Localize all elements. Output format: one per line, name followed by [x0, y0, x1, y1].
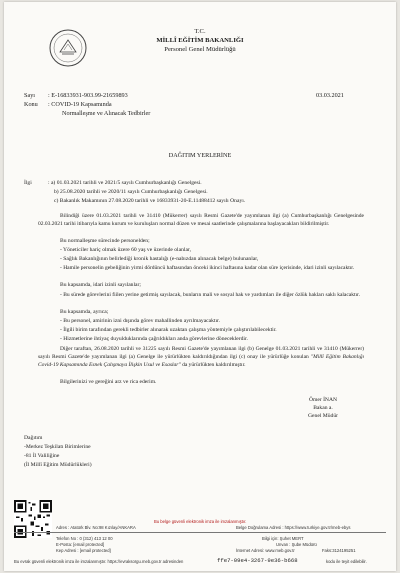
dagitim-line-2: -81 İl Valiliğine [24, 453, 60, 459]
konu-value: : COVID-19 Kapsamında [48, 101, 112, 108]
bullet-4: - Bu sürede görevlerini fiilen yerine getirmiş sayılacak, bunların mali ve sosyal hak ve yardımları ile diğer özlük hakları saklı kalacaktır. [60, 292, 360, 298]
ilgi-label: İlgi [24, 180, 32, 186]
body-paragraph-2: Bu normalleşme sürecinde personelden; [60, 238, 150, 244]
ilgi-c: c) Bakanlık Makamının 27.08.2020 tarihli ve 16833931-20-E.11488412 sayılı Onayı. [54, 198, 246, 204]
footer-kep[interactable]: Kep Adresi : [email protected] [56, 548, 111, 553]
document-date: 03.03.2021 [316, 92, 344, 99]
signature-name: Ömer İNAN [308, 397, 338, 403]
body-paragraph-4: Bu kapsamda, ayrıca; [60, 309, 109, 315]
bullet-7: - Hizmetlerine ihtiyaç duyulduklarında çağrıldıkları anda görevlerine döneceklerdir. [60, 336, 248, 342]
footer-divider [14, 532, 386, 533]
bullet-6: - İlgili birim tarafından gerekli tedbirler alınarak uzaktan çalışma yöntemiyle çalıştırılabilecektir. [60, 327, 277, 333]
body-paragraph-3: Bu kapsamda, idari izinli sayılanlar; [60, 282, 141, 288]
footer-info: Bilgi için: Şuhet MERT [262, 536, 304, 541]
dagitim-label: Dağıtım [24, 435, 43, 441]
ilgi-b: b) 25.08.2020 tarihli ve 2020/11 sayılı Cumhurbaşkanlığı Genelgesi. [54, 189, 208, 195]
bullet-5: - Bu personel, amirinin izni dışında görev mahallinden ayrılmayacaktır. [60, 318, 220, 324]
signature-title-2: Genel Müdür [308, 413, 338, 419]
distribution-heading: DAĞITIM YERLERİNE [168, 152, 232, 159]
signature-title-1: Bakan a. [313, 405, 333, 411]
ilgi-a: : a) 01.03.2021 tarihli ve 2021/5 sayılı Cumhurbaşkanlığı Genelgesi. [48, 180, 202, 186]
paragraph-5-quoted-title: "Millî Eğitim Bakanlığı Covid-19 Kapsamında Esnek Çalışmaya İlişkin Usul ve Esaslar" [38, 354, 365, 369]
footer-phone: Telefon No : 0 (312) 413 12 00 [56, 536, 113, 541]
body-paragraph-1: Bilindiği üzere 01.03.2021 tarihli ve 31410 (Mükerrer) sayılı Resmi Gazete'de yayımlanan ilgi (a) Cumhurbaşkanlığı Genelgesinde 02.03.2021 tarihi itibarıyla kamu kurum ve kuruluşları normal düzen ve mesai saatlerinde çalışmalarına başlayacakları bildirilmiştir. [38, 213, 364, 228]
bullet-2: - Sağlık Bakanlığının belirlediği kronik hastalığı (e-nabızdan alınacak belge) bulunanlar, [60, 256, 259, 262]
sayi-value: : E-16833931-903.99-21659893 [48, 92, 128, 99]
verification-code: ffe7-09e4-3267-9e36-b668 [217, 557, 298, 564]
footer-web[interactable]: İnternet Adresi: www.meb.gov.tr [236, 548, 295, 553]
konu-label: Konu [24, 101, 38, 108]
header-tc: T.C. [194, 28, 206, 35]
footer-faks: Faks:3124195251 [322, 548, 356, 553]
konu-value-2: Normalleşme ve Alınacak Tedbirler [62, 110, 151, 117]
bullet-1: - Yöneticiler hariç olmak üzere 60 yaş ve üzerinde olanlar, [60, 247, 191, 253]
header-ministry: MİLLÎ EĞİTİM BAKANLIĞI [156, 37, 244, 44]
bottom-verify-note-2: kodu ile teyit edilebilir. [326, 559, 367, 564]
dagitim-line-1: -Merkez Teşkilatı Birimlerine [24, 444, 91, 450]
paragraph-5-text-c: da yürürlükten kaldırılmıştır. [180, 362, 246, 369]
footer-unvan: Unvan : Şube Müdürü [276, 542, 317, 547]
paragraph-5-text-a: Diğer taraftan, 26.08.2020 tarihli ve 31225 sayılı Resmi Gazete'de yayımlanan ilgi (b) Genelge 01.03.2021 tarihli ve 31410 (Mükerrer) sayılı Resmi Gazete'de yayımlanan ilgi (a) Genelge ile yürürlükten kaldırıldığından ilgi (c) onay ile yürürlüğe konulan [38, 346, 364, 361]
header-department: Personel Genel Müdürlüğü [164, 46, 236, 53]
footer-verify-address[interactable]: Belge Doğrulama Adresi : https://www.turkiye.gov.tr/meb-ebys [236, 525, 351, 530]
body-paragraph-5 [38, 345, 364, 369]
bottom-verify-note: Bu evrak güvenli elektronik imza ile imzalanmıştır. https://evraksorgu.meb.gov.tr adresinden [14, 559, 184, 564]
footer-address: Adres : Atatürk Blv. No:98 Kızılay/ANKARA [56, 525, 136, 530]
secure-signature-note: Bu belge güvenli elektronik imza ile imzalanmıştır. [154, 519, 247, 524]
bullet-3: - Hamile personelin gebeliğinin yirmi dördüncü haftasından önceki ikinci haftasına kadar olan süre içerisinde, idari izinli sayılacaktır. [60, 265, 355, 271]
sayi-label: Sayı [24, 92, 36, 99]
footer-email[interactable]: E-Posta: [email protected] [56, 542, 105, 547]
document-page [4, 2, 396, 571]
body-paragraph-6: Bilgilerinizi ve gereğini arz ve rica ederim. [60, 379, 157, 385]
dagitim-line-3: (İl Millî Eğitim Müdürlükleri) [24, 462, 92, 468]
